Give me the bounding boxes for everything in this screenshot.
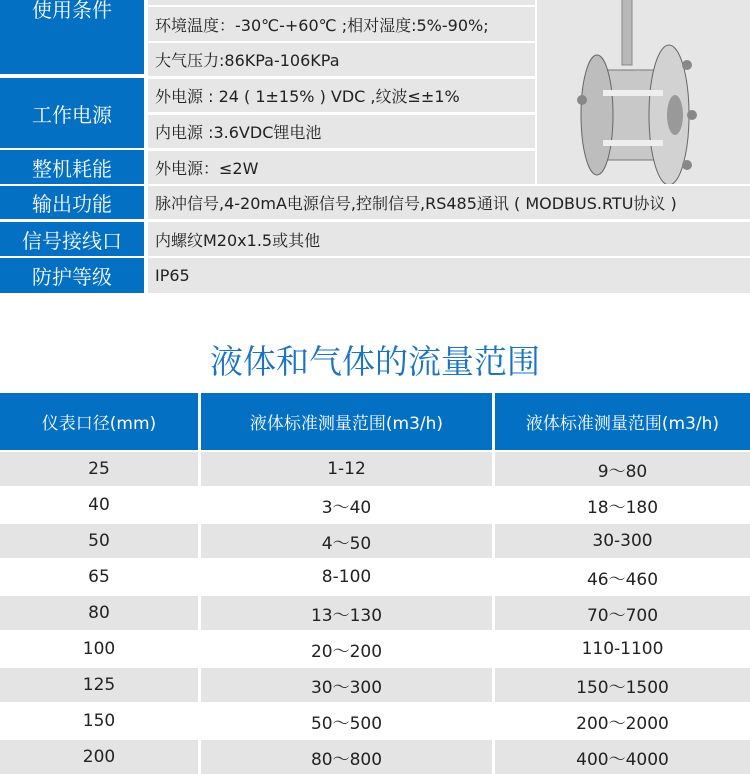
table-cell: 400～4000 <box>495 740 750 774</box>
table-cell: 13～130 <box>201 596 492 630</box>
table-cell: 80 <box>0 596 198 630</box>
table-cell: 150～1500 <box>495 668 750 702</box>
table-cell: 50 <box>0 524 198 558</box>
table-cell: 100 <box>82 639 116 659</box>
table-cell: 65 <box>88 567 110 587</box>
table-cell: 200 <box>0 740 198 774</box>
table-cell: 125 <box>0 668 198 702</box>
spec-value-output: 脉冲信号,4-20mA电源信号,控制信号,RS485通讯 ( MODBUS.RTU协议 ) <box>148 186 750 219</box>
table-cell: 4～50 <box>201 524 492 558</box>
table-cell: 200～2000 <box>576 713 669 734</box>
header-gas-range: 液体标准测量范围(m3/h) <box>495 393 750 450</box>
header-liquid-range: 液体标准测量范围(m3/h) <box>201 393 492 450</box>
table-cell: 80～800 <box>201 740 492 774</box>
spec-label-output: 输出功能 <box>0 186 144 219</box>
section-title: 液体和气体的流量范围 <box>210 342 540 381</box>
table-cell: 110-1100 <box>581 639 664 659</box>
table-cell: 9～80 <box>495 452 750 486</box>
header-diameter: 仪表口径(mm) <box>0 393 198 450</box>
spec-label-power: 工作电源 <box>0 78 144 148</box>
table-cell: 40 <box>88 495 110 515</box>
spec-value-connector: 内螺纹M20x1.5或其他 <box>148 222 750 256</box>
spec-value-protection: IP65 <box>148 258 750 293</box>
table-cell: 25 <box>0 452 198 486</box>
spec-label-conditions: 使用条件 <box>0 0 144 74</box>
spec-value-ext-power: 外电源 : 24 ( 1±15% ) VDC ,纹波≤±1% <box>148 79 535 112</box>
table-cell: 46～460 <box>586 569 659 590</box>
spec-value-consumption: 外电源：≤2W <box>148 151 535 184</box>
table-cell: 70～700 <box>495 596 750 630</box>
spec-value-int-power: 内电源 :3.6VDC锂电池 <box>148 115 535 148</box>
product-image-panel <box>537 0 750 184</box>
table-cell: 3～40 <box>321 497 372 518</box>
spec-value-env-temp: 环境温度：-30℃-+60℃ ;相对湿度:5%-90%; <box>148 7 535 41</box>
spec-value <box>148 0 535 5</box>
table-cell: 1-12 <box>201 452 492 486</box>
table-cell: 20～200 <box>310 641 383 662</box>
table-cell: 18～180 <box>586 497 659 518</box>
spec-label-connector: 信号接线口 <box>0 222 144 256</box>
table-cell: 8-100 <box>321 567 372 587</box>
table-cell: 30～300 <box>201 668 492 702</box>
table-cell: 150 <box>82 711 116 731</box>
spec-value-pressure: 大气压力:86KPa-106KPa <box>148 43 535 76</box>
spec-label-consumption: 整机耗能 <box>0 150 144 184</box>
table-cell: 30-300 <box>495 524 750 558</box>
flowmeter-valve-image <box>537 0 750 184</box>
spec-label-protection: 防护等级 <box>0 258 144 293</box>
table-cell: 50～500 <box>310 713 383 734</box>
